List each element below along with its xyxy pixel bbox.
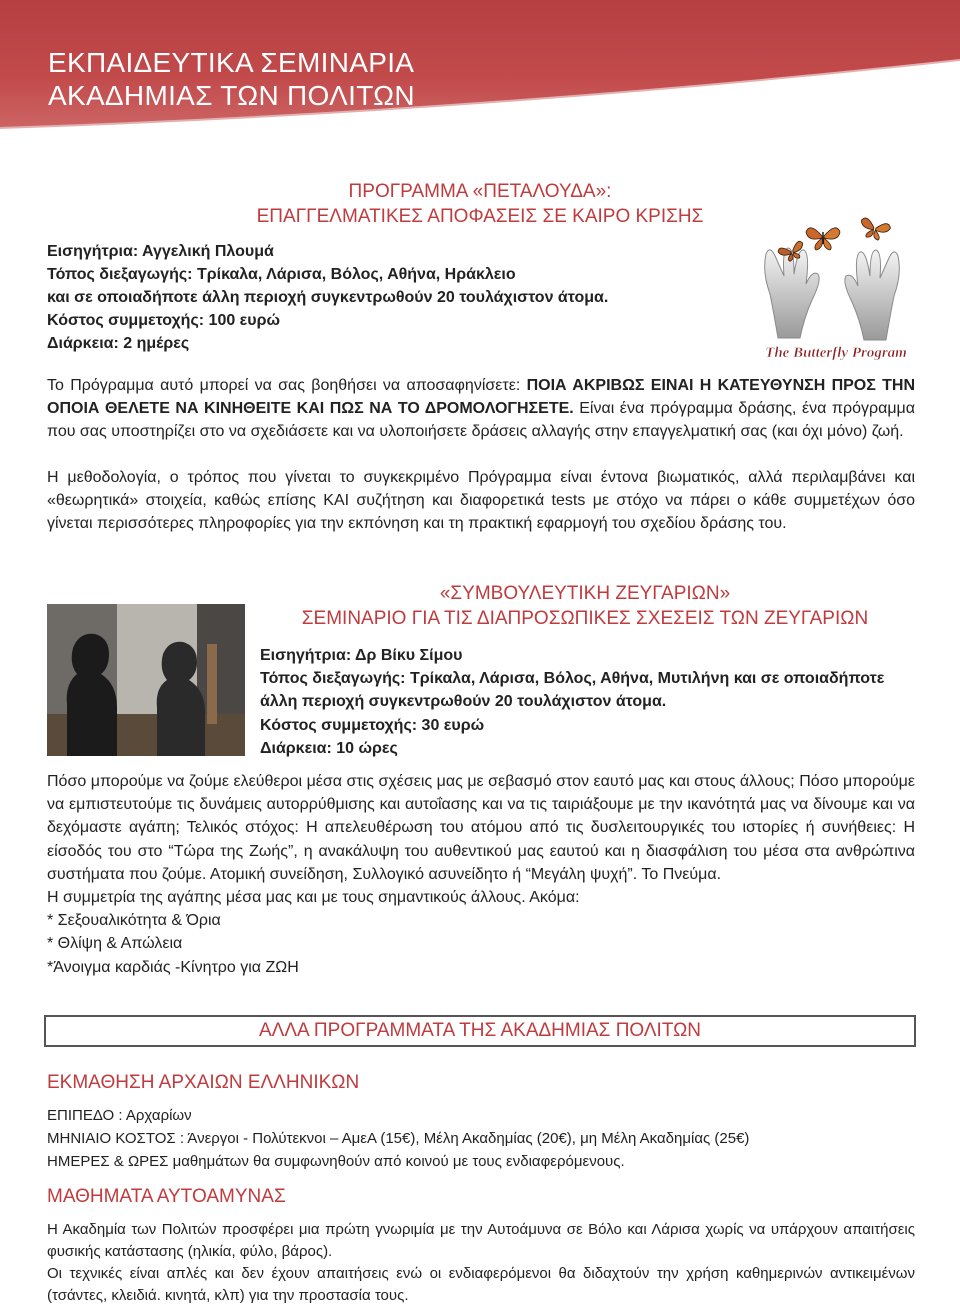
ancient-greek-cost: ΜΗΝΙΑΙΟ ΚΟΣΤΟΣ : Άνεργοι - Πολύτεκνοι – ΑμεΑ (15€), Μέλη Ακαδημίας (20€), μη Μέλη Ακαδημίας (25€)	[47, 1130, 750, 1147]
program1-location: Τόπος διεξαγωγής: Τρίκαλα, Λάρισα, Βόλος, Αθήνα, Ηράκλειο	[47, 266, 516, 283]
program1-title-line2: ΕΠΑΓΓΕΛΜΑΤΙΚΕΣ ΑΠΟΦΑΣΕΙΣ ΣΕ ΚΑΙΡΟ ΚΡΙΣΗΣ	[256, 206, 704, 227]
butterfly-program-caption: The Butterfly Program	[765, 345, 907, 361]
program1-cost: Κόστος συμμετοχής: 100 ευρώ	[47, 312, 280, 329]
program1-methodology: Η μεθοδολογία, ο τρόπος που γίνεται το συγκεκριμένο Πρόγραμμα είναι έντονα βιωματικός, αλλά περιλαμβάνει και «θεωρητικά» στοιχεία, καθώς επίσης ΚΑΙ συζήτηση και διαφορετικά tests με στόχο να πάρει ο κάθε συμμετέχων όσο γίνεται περισσότερες πληροφορίες για την εκπόνηση και τη πρακτική εφαρμογή του σχεδίου δράσης του.	[47, 469, 915, 533]
program1-duration: Διάρκεια: 2 ημέρες	[47, 335, 190, 352]
program2-title-line1: «ΣΥΜΒΟΥΛΕΥΤΙΚΗ ΖΕΥΓΑΡΙΩΝ»	[439, 583, 731, 604]
header-title	[48, 46, 415, 112]
program1-speaker: Εισηγήτρια: Αγγελική Πλουμά	[47, 243, 274, 260]
self-defense-details	[47, 1219, 915, 1304]
header-title-line1: ΕΚΠΑΙΔΕΥΤΙΚΑ ΣΕΜΙΝΑΡΙΑ	[48, 47, 415, 78]
program2-topic-heart: *Άνοιγμα καρδιάς -Κίνητρο για ΖΩΗ	[47, 958, 299, 976]
program2-title-line2: ΣΕΜΙΝΑΡΙΟ ΓΙΑ ΤΙΣ ΔΙΑΠΡΟΣΩΠΙΚΕΣ ΣΧΕΣΕΙΣ ΤΩΝ ΖΕΥΓΑΡΙΩΝ	[301, 608, 869, 629]
program2-cost: Κόστος συμμετοχής: 30 ευρώ	[260, 716, 485, 734]
page-header	[0, 0, 960, 140]
program2-topic-grief: * Θλίψη & Απώλεια	[47, 935, 183, 953]
program2-info	[260, 644, 915, 760]
butterfly-icon	[806, 228, 840, 250]
program2-description	[47, 770, 915, 979]
ancient-greek-title: ΕΚΜΑΘΗΣΗ ΑΡΧΑΙΩΝ ΕΛΛΗΝΙΚΩΝ	[47, 1072, 360, 1093]
other-programs-banner: ΑΛΛΑ ΠΡΟΓΡΑΜΜΑΤΑ ΤΗΣ ΑΚΑΔΗΜΙΑΣ ΠΟΛΙΤΩΝ	[44, 1015, 916, 1047]
program1-location-cont: και σε οποιαδήποτε άλλη περιοχή συγκεντρωθούν 20 τουλάχιστον άτομα.	[47, 289, 609, 306]
ancient-greek-schedule: ΗΜΕΡΕΣ & ΩΡΕΣ μαθημάτων θα συμφωνηθούν από κοινού με τους ενδιαφερόμενους.	[47, 1153, 625, 1170]
program1-desc-intro: Το Πρόγραμμα αυτό μπορεί να σας βοηθήσει να αποσαφηνίσετε:	[47, 377, 527, 394]
self-defense-techniques: Οι τεχνικές είναι απλές και δεν έχουν απαιτήσεις ενώ οι ενδιαφερόμενοι θα διδαχτούν την χρήση καθημερινών αντικειμένων (τσάντες, κλειδιά. κινητά, κλπ) για την προστασία τους.	[47, 1265, 915, 1304]
program1-info	[47, 240, 608, 355]
program2-location: Τόπος διεξαγωγής: Τρίκαλα, Λάρισα, Βόλος, Αθήνα, Μυτιλήνη και σε οποιαδήποτε άλλη περιοχή συγκεντρωθούν 20 τουλάχιστον άτομα.	[260, 670, 885, 711]
header-title-line2: ΑΚΑΔΗΜΙΑΣ ΤΩΝ ΠΟΛΙΤΩΝ	[48, 80, 415, 111]
couple-silhouette-image	[47, 604, 245, 756]
ancient-greek-details	[47, 1104, 915, 1173]
program2-desc-symmetry: Η συμμετρία της αγάπης μέσα μας και με τους σημαντικούς άλλους. Ακόμα:	[47, 889, 580, 907]
self-defense-intro: Η Ακαδημία των Πολιτών προσφέρει μια πρώτη γνωριμία με την Αυτοάμυνα σε Βόλο και Λάρισα χωρίς να υπάρχουν απαιτήσεις φυσικής κατάστασης (ηλικία, φύλο, βάρος).	[47, 1221, 915, 1260]
program1-title-line1: ΠΡΟΓΡΑΜΜΑ «ΠΕΤΑΛΟΥΔΑ»:	[348, 181, 612, 202]
ancient-greek-level: ΕΠΙΠΕΔΟ : Αρχαρίων	[47, 1107, 192, 1124]
program2-title	[240, 581, 930, 631]
program2-desc-paragraph: Πόσο μπορούμε να ζούμε ελεύθεροι μέσα στις σχέσεις μας με σεβασμό στον εαυτό μας και στους άλλους; Πόσο μπορούμε να εμπιστευτούμε τις δυνάμεις αυτορρύθμισης και αυτοΐασης και να τις ταιριάξουμε με την ικανότητά μας να δίνουμε και να δεχόμαστε αγάπη; Τελικός στόχος: Η απελευθέρωση του ατόμου από τις δυσλειτουργικές του ιστορίες ή συνήθειες: Η είσοδός του στο “Τώρα της Ζωής”, η ανακάλυψη του αυθεντικού μας εαυτού και η διασφάλιση του μέσα στα ανθρώπινα συστήματα που ζούμε. Ατομική συνείδηση, Συλλογικό ασυνείδητο ή “Μεγάλη ψυχή”. Το Πνεύμα.	[47, 773, 915, 883]
program1-description	[47, 374, 915, 444]
program2-speaker: Εισηγήτρια: Δρ Βίκυ Σίμου	[260, 647, 463, 664]
program2-duration: Διάρκεια: 10 ώρες	[260, 739, 398, 757]
program1-desc-bold: ΠΟΙΑ ΑΚΡΙΒΩΣ ΕΙΝΑΙ Η ΚΑΤΕΥΘΥΝΣΗ ΠΡΟΣ ΤΗΝ ΟΠΟΙΑ ΘΕΛΕΤΕ ΝΑ ΚΙΝΗΘΕΙΤΕ ΚΑΙ ΠΩΣ ΝΑ ΤΟ ΔΡΟΜΟΛΟΓΗΣΕΤΕ.	[47, 377, 916, 418]
butterfly-program-image	[748, 214, 920, 366]
self-defense-title: ΜΑΘΗΜΑΤΑ ΑΥΤΟΑΜΥΝΑΣ	[47, 1186, 286, 1207]
program2-topic-sexuality: * Σεξουαλικότητα & Όρια	[47, 912, 221, 930]
program1-desc-rest: Είναι ένα πρόγραμμα δράσης, ένα πρόγραμμα που σας υποστηρίζει στο να σχεδιάσετε και να υλοποιήσετε δράσεις αλλαγής στην επαγγελματική σας (και όχι μόνο) ζωή.	[47, 400, 916, 441]
